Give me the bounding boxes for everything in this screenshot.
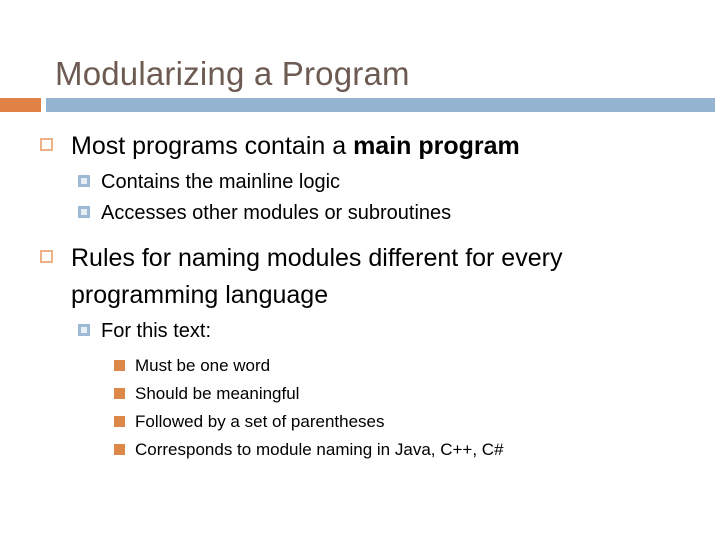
list-item xyxy=(0,409,720,435)
list-item-label-emphasis: main program xyxy=(353,132,520,160)
list-item-label: Accesses other modules or subroutines xyxy=(101,202,452,224)
bullet-square-outline-icon xyxy=(40,138,53,151)
bullet-square-orange-icon xyxy=(114,360,125,371)
bullet-square-orange-icon xyxy=(114,444,125,455)
list-item-label: Corresponds to module naming in Java, C++, C# xyxy=(135,440,504,459)
list-item xyxy=(0,316,720,346)
bullet-square-blue-icon xyxy=(78,324,90,336)
bullet-square-orange-icon xyxy=(114,416,125,427)
list-item xyxy=(0,437,720,463)
bullet-square-orange-icon xyxy=(114,388,125,399)
list-item-label-normal: Most programs contain a xyxy=(71,132,354,160)
title-rule-orange-accent xyxy=(0,98,41,112)
list-item-label: Rules for naming modules different for every programming language xyxy=(71,244,563,309)
list-item xyxy=(0,198,720,228)
slide-body xyxy=(0,128,720,528)
list-item xyxy=(0,240,720,314)
list-item-label: For this text: xyxy=(101,320,212,342)
list-item-label: Contains the mainline logic xyxy=(101,171,341,193)
list-item-label: Followed by a set of parentheses xyxy=(135,412,385,431)
spacer xyxy=(0,229,720,240)
list-item-label xyxy=(71,128,601,165)
list-item xyxy=(0,381,720,407)
list-item xyxy=(0,353,720,379)
bullet-square-blue-icon xyxy=(78,175,90,187)
bullet-square-outline-icon xyxy=(40,250,53,263)
list-item xyxy=(0,128,720,165)
bullet-square-blue-icon xyxy=(78,206,90,218)
list-item-label: Should be meaningful xyxy=(135,384,300,403)
page-title: Modularizing a Program xyxy=(55,55,410,93)
list-item-label: Must be one word xyxy=(135,356,271,375)
list-item xyxy=(0,167,720,197)
title-rule-blue-bar xyxy=(46,98,715,112)
